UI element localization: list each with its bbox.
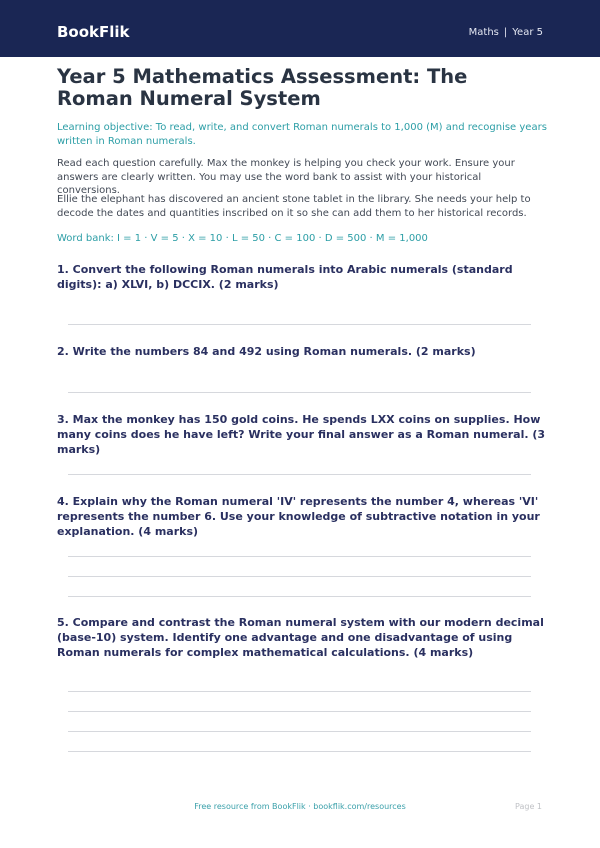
answer-line[interactable] <box>68 392 531 393</box>
answer-line[interactable] <box>68 711 531 712</box>
breadcrumb-separator: | <box>503 27 508 38</box>
answer-line[interactable] <box>68 691 531 692</box>
answer-line[interactable] <box>68 751 531 752</box>
answer-line[interactable] <box>68 731 531 732</box>
intro-paragraph-1: Read each question carefully. Max the monkey is helping you check your work. Ensure your answers are clearly written. You may use the word bank to assist with your historical conversions. <box>57 158 515 196</box>
learning-objective: Learning objective: To read, write, and convert Roman numerals to 1,000 (M) and recognise years written in Roman numerals. <box>57 122 547 147</box>
page-title: Year 5 Mathematics Assessment: The Roman Numeral System <box>57 65 468 110</box>
word-bank: Word bank: I = 1 · V = 5 · X = 10 · L = 50 · C = 100 · D = 500 · M = 1,000 <box>57 233 428 244</box>
header-bar <box>0 0 600 57</box>
brand-logo[interactable]: BookFlik <box>57 23 130 41</box>
answer-line[interactable] <box>68 324 531 325</box>
answer-line[interactable] <box>68 556 531 557</box>
breadcrumb-subject[interactable]: Maths <box>468 27 499 38</box>
breadcrumb <box>469 27 543 38</box>
question-4: 4. Explain why the Roman numeral 'IV' represents the number 4, whereas 'VI' represents the number 6. Use your knowledge of subtractive notation in your explanation. (4 marks) <box>57 495 540 538</box>
page-number: Page 1 <box>515 802 542 811</box>
answer-line[interactable] <box>68 576 531 577</box>
breadcrumb-year[interactable]: Year 5 <box>512 27 543 38</box>
question-1: 1. Convert the following Roman numerals into Arabic numerals (standard digits): a) XLVI, b) DCCIX. (2 marks) <box>57 263 513 291</box>
question-5: 5. Compare and contrast the Roman numeral system with our modern decimal (base-10) system. Identify one advantage and one disadvantage of using Roman numerals for complex mathematical calculations. (4 marks) <box>57 616 544 659</box>
answer-line[interactable] <box>68 474 531 475</box>
question-3: 3. Max the monkey has 150 gold coins. He spends LXX coins on supplies. How many coins does he have left? Write your final answer as a Roman numeral. (3 marks) <box>57 413 546 456</box>
intro-paragraph-2: Ellie the elephant has discovered an ancient stone tablet in the library. She needs your help to decode the dates and quantities inscribed on it so she can add them to her historical records. <box>57 194 531 219</box>
footer-resource-link[interactable]: Free resource from BookFlik · bookflik.com/resources <box>194 802 406 811</box>
answer-line[interactable] <box>68 596 531 597</box>
question-2: 2. Write the numbers 84 and 492 using Roman numerals. (2 marks) <box>57 345 476 358</box>
